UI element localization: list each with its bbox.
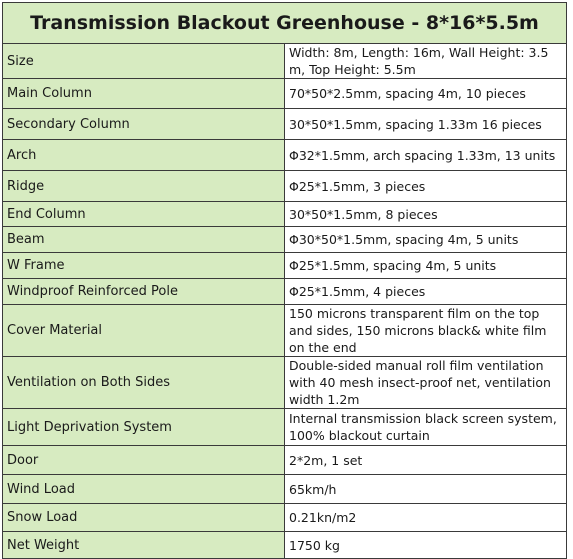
row-label: Windproof Reinforced Pole [3, 279, 285, 305]
row-label: Main Column [3, 79, 285, 109]
title-row [3, 3, 567, 44]
row-label: End Column [3, 202, 285, 227]
row-label: Door [3, 446, 285, 475]
row-label: Arch [3, 140, 285, 171]
table-row [3, 532, 567, 559]
row-label: Size [3, 44, 285, 79]
table-row [3, 227, 567, 253]
row-label: W Frame [3, 253, 285, 279]
table-row [3, 409, 567, 446]
row-label: Ventilation on Both Sides [3, 357, 285, 409]
row-label: Snow Load [3, 504, 285, 532]
row-value: Width: 8m, Length: 16m, Wall Height: 3.5 m, Top Height: 5.5m [285, 44, 567, 79]
row-label: Secondary Column [3, 109, 285, 140]
row-value: Φ25*1.5mm, spacing 4m, 5 units [285, 253, 567, 279]
row-value: 1750 kg [285, 532, 567, 559]
table-row [3, 253, 567, 279]
table-row [3, 305, 567, 357]
table-row [3, 109, 567, 140]
table-row [3, 475, 567, 504]
row-label: Light Deprivation System [3, 409, 285, 446]
spec-table-container [2, 2, 567, 556]
table-row [3, 357, 567, 409]
row-value: 65km/h [285, 475, 567, 504]
row-value: Double-sided manual roll film ventilation with 40 mesh insect-proof net, ventilation width 1.2m [285, 357, 567, 409]
row-label: Net Weight [3, 532, 285, 559]
table-row [3, 79, 567, 109]
table-row [3, 44, 567, 79]
row-value: 30*50*1.5mm, spacing 1.33m 16 pieces [285, 109, 567, 140]
row-label: Cover Material [3, 305, 285, 357]
table-row [3, 171, 567, 202]
spec-table [2, 2, 567, 559]
table-title: Transmission Blackout Greenhouse - 8*16*5.5m [3, 3, 567, 44]
table-row [3, 446, 567, 475]
row-value: 70*50*2.5mm, spacing 4m, 10 pieces [285, 79, 567, 109]
row-value: Φ25*1.5mm, 3 pieces [285, 171, 567, 202]
table-row [3, 202, 567, 227]
table-row [3, 504, 567, 532]
row-value: Φ32*1.5mm, arch spacing 1.33m, 13 units [285, 140, 567, 171]
row-value: Φ30*50*1.5mm, spacing 4m, 5 units [285, 227, 567, 253]
row-value: 0.21kn/m2 [285, 504, 567, 532]
row-label: Wind Load [3, 475, 285, 504]
row-value: Φ25*1.5mm, 4 pieces [285, 279, 567, 305]
table-row [3, 279, 567, 305]
row-label: Ridge [3, 171, 285, 202]
row-value: 150 microns transparent film on the top and sides, 150 microns black& white film on the end [285, 305, 567, 357]
table-row [3, 140, 567, 171]
row-label: Beam [3, 227, 285, 253]
row-value: 30*50*1.5mm, 8 pieces [285, 202, 567, 227]
row-value: Internal transmission black screen system, 100% blackout curtain [285, 409, 567, 446]
row-value: 2*2m, 1 set [285, 446, 567, 475]
